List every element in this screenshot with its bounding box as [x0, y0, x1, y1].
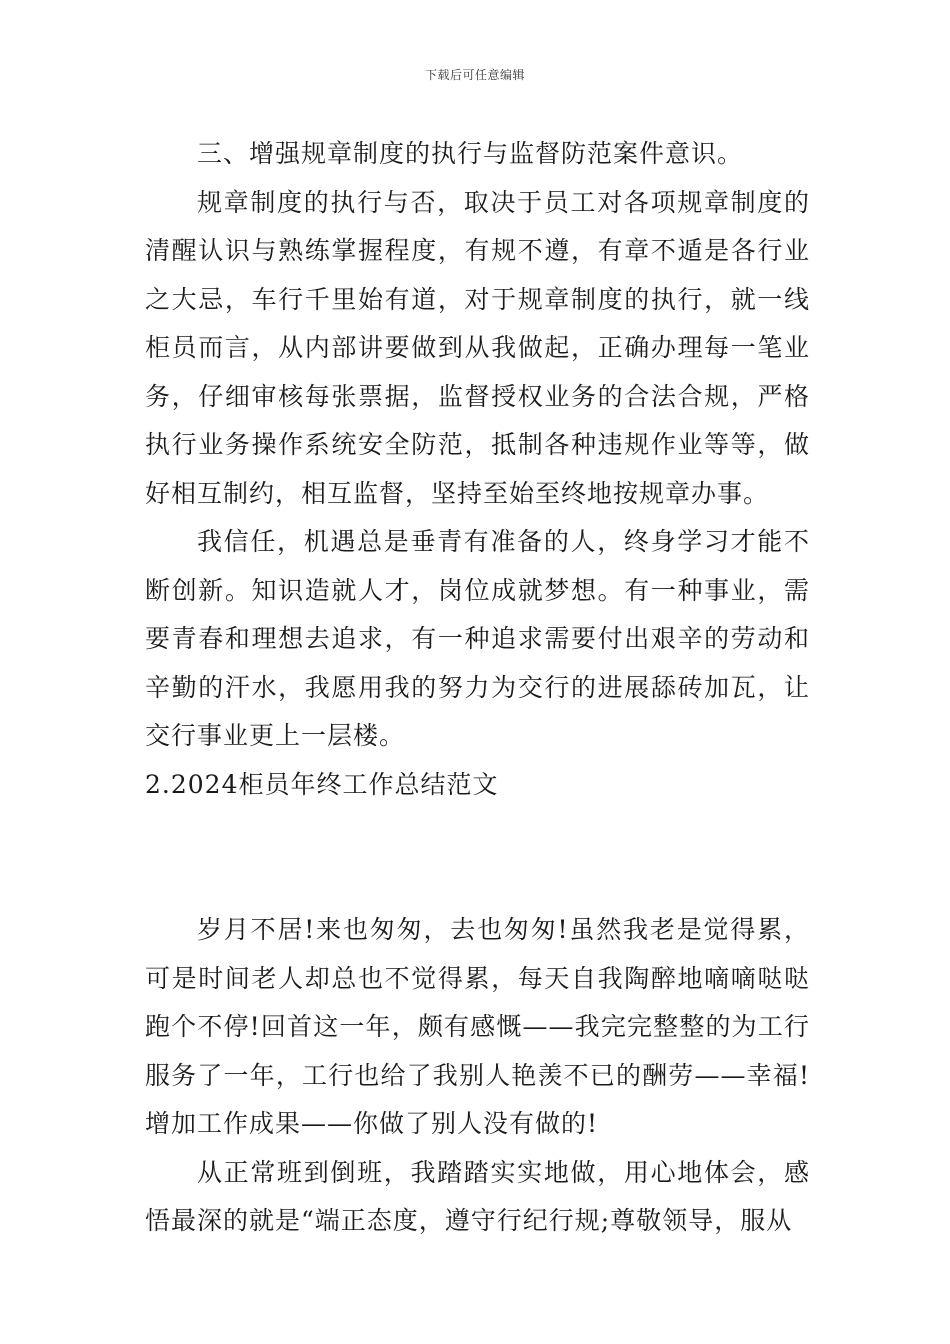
document-body	[145, 130, 810, 1246]
paragraph-belief: 我信任，机遇总是垂青有准备的人，终身学习才能不断创新。知识造就人才，岗位成就梦想。有一种事业，需要青春和理想去追求，有一种追求需要付出艰辛的劳动和辛勤的汗水，我愿用我的努力为交行的进展舔砖加瓦，让交行事业更上一层楼。	[145, 527, 810, 750]
paragraph-shift-work: 从正常班到倒班，我踏踏实实地做，用心地体会，感悟最深的就是“端正态度，遵守行纪行规;尊敬领导，服从	[145, 1157, 810, 1235]
page-header-note: 下载后可任意编辑	[424, 68, 525, 82]
blank-gap	[145, 809, 810, 906]
paragraph-time-passing: 岁月不居!来也匆匆，去也匆匆!虽然我老是觉得累，可是时间老人却总也不觉得累，每天自我陶醉地嘀嘀哒哒跑个不停!回首这一年，颇有感慨——我完完整整的为工行服务了一年，工行也给了我别人艳羡不已的酬劳——幸福!增加工作成果——你做了别人没有做的!	[145, 915, 810, 1138]
section-3-heading: 三、增强规章制度的执行与监督防范案件意识。	[197, 139, 744, 168]
article-2-title: 2.2024柜员年终工作总结范文	[145, 769, 499, 799]
paragraph-rules-execution: 规章制度的执行与否，取决于员工对各项规章制度的清醒认识与熟练掌握程度，有规不遵，有章不遁是各行业之大忌，车行千里始有道，对于规章制度的执行，就一线柜员而言，从内部讲要做到从我做起，正确办理每一笔业务，仔细审核每张票据，监督授权业务的合法合规，严格执行业务操作系统安全防范，抵制各种违规作业等等，做好相互制约，相互监督，坚持至始至终地按规章办事。	[145, 187, 810, 508]
